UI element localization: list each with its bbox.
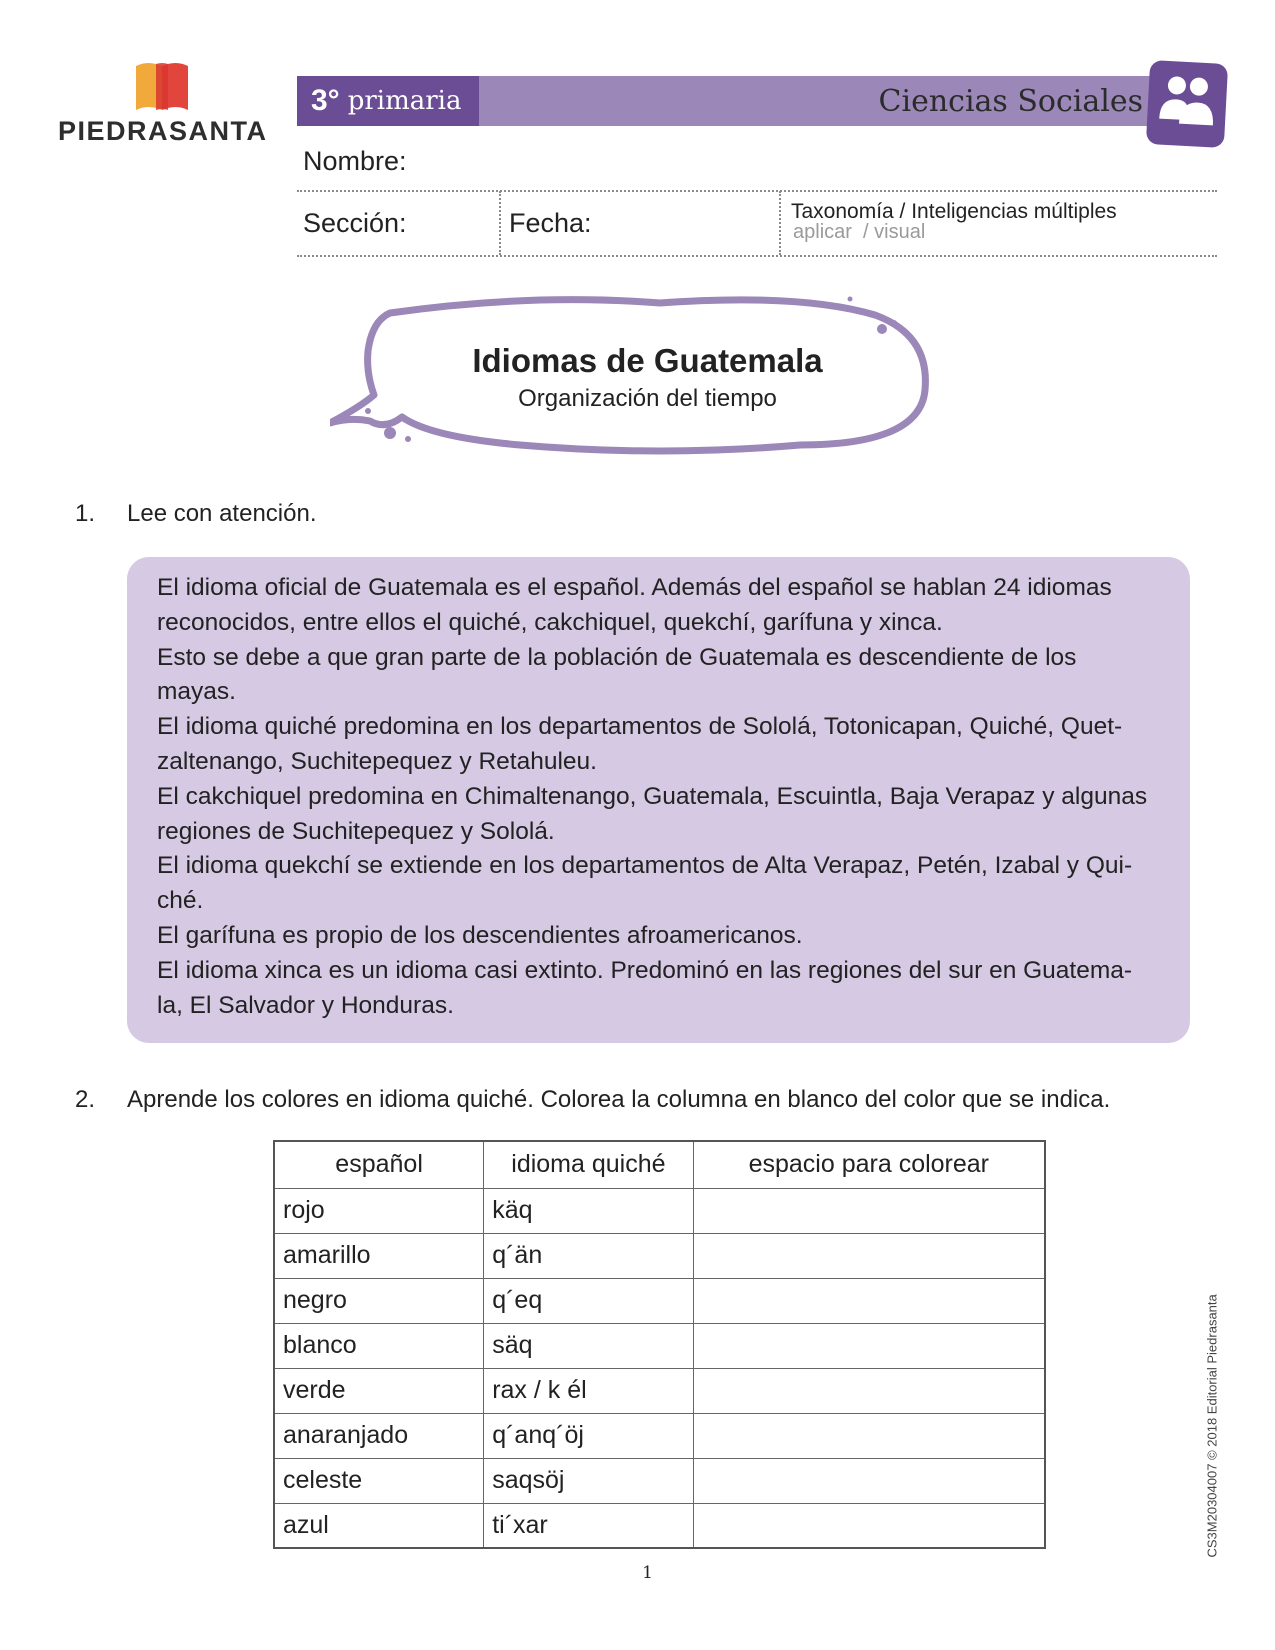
spanish-word: verde [274, 1368, 484, 1413]
table-row [274, 1413, 1045, 1458]
spanish-word: anaranjado [274, 1413, 484, 1458]
table-row [274, 1233, 1045, 1278]
colors-table [273, 1140, 1046, 1549]
table-row [274, 1278, 1045, 1323]
table-row [274, 1503, 1045, 1548]
reading-line: regiones de Suchitepequez y Sololá. [157, 817, 555, 845]
spanish-word: celeste [274, 1458, 484, 1503]
table-row [274, 1188, 1045, 1233]
quiche-word: ti´xar [484, 1503, 693, 1548]
coloring-cell[interactable] [693, 1503, 1045, 1548]
table-row [274, 1458, 1045, 1503]
question-2-instruction: Aprende los colores en idioma quiché. Colorea la columna en blanco del color que se indica. [127, 1086, 1111, 1113]
coloring-cell[interactable] [693, 1368, 1045, 1413]
subject-badge [1146, 60, 1228, 148]
reading-line: ché. [157, 887, 204, 915]
name-label: Nombre: [303, 146, 407, 176]
quiche-word: säq [484, 1323, 693, 1368]
reading-line: El idioma quekchí se extiende en los departamentos de Alta Verapaz, Petén, Izabal y Qui- [157, 852, 1133, 880]
column-header: idioma quiché [484, 1141, 693, 1188]
reading-line: la, El Salvador y Honduras. [157, 991, 454, 1019]
reading-line: El garífuna es propio de los descendientes afroamericanos. [157, 921, 803, 949]
quiche-word: q´eq [484, 1278, 693, 1323]
page-title: Idiomas de Guatemala [472, 342, 823, 379]
page-subtitle: Organización del tiempo [518, 385, 777, 412]
title-speech-bubble [330, 295, 940, 465]
taxonomy-values: aplicar / visual [793, 221, 926, 243]
reading-box [127, 557, 1190, 1043]
reading-line: Esto se debe a que gran parte de la población de Guatemala es descendiente de los [157, 643, 1077, 671]
brand-logo [58, 60, 268, 152]
coloring-cell[interactable] [693, 1458, 1045, 1503]
quiche-word: käq [484, 1188, 693, 1233]
coloring-cell[interactable] [693, 1188, 1045, 1233]
coloring-cell[interactable] [693, 1413, 1045, 1458]
grade-badge [297, 76, 479, 126]
spanish-word: rojo [274, 1188, 484, 1233]
coloring-cell[interactable] [693, 1233, 1045, 1278]
reading-line: El cakchiquel predomina en Chimaltenango, Guatemala, Escuintla, Baja Verapaz y algunas [157, 782, 1148, 810]
coloring-cell[interactable] [693, 1323, 1045, 1368]
people-group-icon [1154, 70, 1219, 135]
table-row [274, 1368, 1045, 1413]
question-2-number: 2. [75, 1086, 96, 1113]
quiche-word: saqsöj [484, 1458, 693, 1503]
reading-line: zaltenango, Suchitepequez y Retahuleu. [157, 747, 597, 775]
subject-bar [479, 76, 1159, 126]
taxonomy-title: Taxonomía / Inteligencias múltiples [791, 200, 1117, 223]
reading-line: El idioma quiché predomina en los departamentos de Sololá, Totonicapan, Quiché, Quet- [157, 713, 1123, 741]
column-header: español [274, 1141, 484, 1188]
spanish-word: azul [274, 1503, 484, 1548]
coloring-cell[interactable] [693, 1278, 1045, 1323]
column-header: espacio para colorear [693, 1141, 1045, 1188]
name-field-line[interactable] [297, 190, 1217, 192]
section-field-line [297, 255, 1217, 257]
question-1-number: 1. [75, 500, 96, 527]
date-label: Fecha: [509, 208, 592, 238]
divider [779, 191, 781, 255]
grade-number: 3° [311, 84, 340, 117]
book-logo-icon [134, 60, 190, 112]
question-1-instruction: Lee con atención. [127, 500, 317, 527]
spanish-word: negro [274, 1278, 484, 1323]
quiche-word: q´än [484, 1233, 693, 1278]
reading-line: El idioma oficial de Guatemala es el español. Además del español se hablan 24 idiomas [157, 574, 1112, 601]
spanish-word: amarillo [274, 1233, 484, 1278]
section-label: Sección: [303, 208, 407, 238]
reading-line: El idioma xinca es un idioma casi extinto. Predominó en las regiones del sur en Guatema- [157, 956, 1133, 984]
reading-line: mayas. [157, 678, 236, 706]
quiche-word: q´anq´öj [484, 1413, 693, 1458]
table-row [274, 1323, 1045, 1368]
brand-name: PIEDRASANTA [58, 116, 268, 146]
table-header-row [274, 1141, 1045, 1188]
grade-label: primaria [347, 86, 462, 116]
reading-line: reconocidos, entre ellos el quiché, cakchiquel, quekchí, garífuna y xinca. [157, 608, 943, 636]
spanish-word: blanco [274, 1323, 484, 1368]
quiche-word: rax / k él [484, 1368, 693, 1413]
divider [499, 191, 501, 255]
copyright-notice: CS3M20304007 © 2018 Editorial Piedrasanta [1204, 1294, 1220, 1558]
page-number: 1 [642, 1563, 653, 1583]
subject-title: Ciencias Sociales [878, 83, 1143, 119]
